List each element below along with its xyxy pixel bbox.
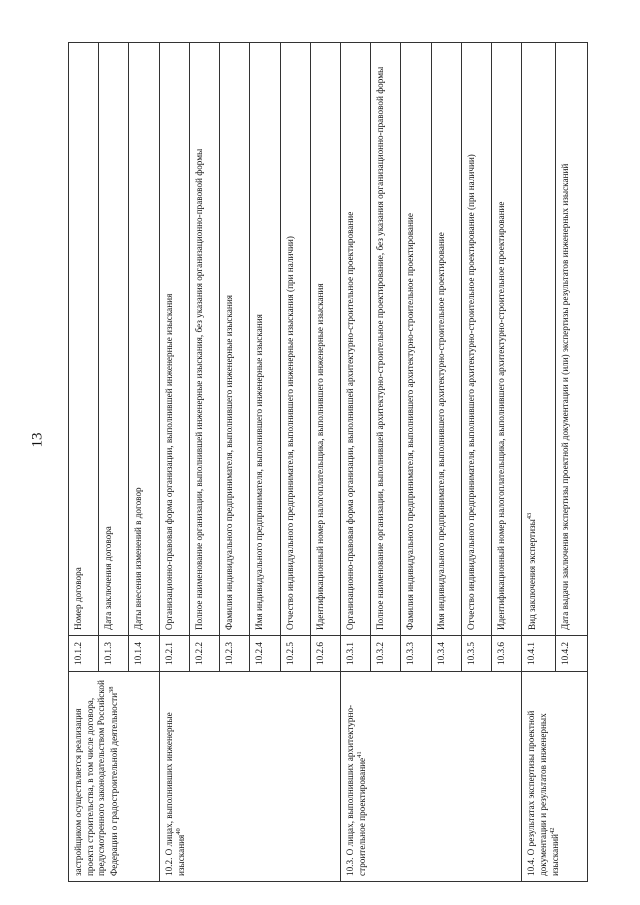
section-cell: [69, 672, 160, 882]
field-label: Фамилия индивидуального предпринимателя, выполнившего инженерные изыскания: [224, 295, 235, 630]
field-label: Организационно-правовая форма организации, выполнившей архитектурно-строительное проектирование: [344, 211, 355, 630]
item-field: [129, 43, 159, 636]
item-field: [250, 43, 280, 636]
item-code: 10.2.4: [250, 636, 280, 672]
item-code: 10.1.3: [99, 636, 129, 672]
field-label: Полное наименование организации, выполнившей архитектурно-строительное проектирование, без указания организационно-правовой формы: [375, 66, 386, 630]
item-field: [159, 43, 189, 636]
section-cell: [522, 672, 588, 882]
item-code: 10.3.4: [431, 636, 461, 672]
field-label: Отчество индивидуального предпринимателя, выполнившего инженерные изыскания (при наличии): [284, 236, 295, 630]
item-code: 10.3.5: [461, 636, 491, 672]
item-field: [99, 43, 129, 636]
field-label: Идентификационный номер налогоплательщика, выполнившего архитектурно-строительное проектирование: [496, 201, 507, 630]
section-cell: [340, 672, 521, 882]
item-code: 10.2.1: [159, 636, 189, 672]
page-number: 13: [29, 432, 46, 448]
field-label: Номер договора: [73, 567, 83, 630]
item-field: [189, 43, 219, 636]
item-code: 10.3.2: [371, 636, 401, 672]
item-field: [280, 43, 310, 636]
field-label: Даты внесения изменений в договор: [133, 487, 144, 630]
item-field: [555, 43, 587, 636]
field-label: Имя индивидуального предпринимателя, выполнившего инженерные изыскания: [254, 314, 265, 630]
item-code: 10.2.3: [220, 636, 250, 672]
item-field: [461, 43, 491, 636]
item-code: 10.4.1: [522, 636, 556, 672]
item-field: [492, 43, 522, 636]
item-field: [340, 43, 370, 636]
field-label: Отчество индивидуального предпринимателя, выполнившего архитектурно-строительное проектирование (при наличии): [465, 154, 476, 630]
footnote-ref: 43: [526, 512, 534, 520]
section-title: застройщиком осуществляется реализация проекта строительства, в том числе договора, предусмотренного законодательством Российской Федерации о градостроительной деятельности: [73, 680, 119, 876]
section-title: 10.4. О результатах экспертизы проектной документации и результатов инженерных изысканий: [526, 710, 561, 876]
section-title: 10.2. О лицах, выполнивших инженерные изыскания: [163, 712, 187, 876]
section-cell: [159, 672, 340, 882]
item-code: 10.3.3: [401, 636, 431, 672]
section-title: 10.3. О лицах, выполнивших архитектурно-строительное проектирование: [344, 704, 368, 876]
table-row: [159, 43, 189, 882]
item-field: [522, 43, 556, 636]
item-field: [310, 43, 340, 636]
field-label: Вид заключения экспертизы: [527, 519, 538, 630]
table-row: [522, 43, 556, 882]
item-code: 10.1.2: [69, 636, 99, 672]
rotated-table-wrapper: [68, 42, 588, 882]
footnote-ref: 41: [356, 751, 364, 758]
field-label: Дата выдачи заключения экспертизы проектной документации и (или) экспертизы результатов инженерных изысканий: [559, 163, 570, 630]
footnote-ref: 38: [107, 686, 115, 693]
item-code: 10.1.4: [129, 636, 159, 672]
item-field: [220, 43, 250, 636]
field-label: Идентификационный номер налогоплательщика, выполнившего инженерные изыскания: [314, 283, 325, 630]
field-label: Дата заключения договора: [103, 526, 114, 630]
item-code: 10.3.1: [340, 636, 370, 672]
item-code: 10.3.6: [492, 636, 522, 672]
table-row: [340, 43, 370, 882]
item-code: 10.2.6: [310, 636, 340, 672]
item-field: [401, 43, 431, 636]
footnote-ref: 42: [549, 827, 557, 835]
table-body: [69, 43, 588, 882]
disclosure-table: [68, 42, 588, 882]
field-label: Полное наименование организации, выполнившей инженерные изыскания, без указания организационно-правовой формы: [193, 148, 204, 630]
field-label: Фамилия индивидуального предпринимателя, выполнившего архитектурно-строительное проектирование: [405, 213, 416, 630]
item-code: 10.4.2: [555, 636, 587, 672]
field-label: Организационно-правовая форма организации, выполнившей инженерные изыскания: [163, 293, 174, 630]
item-field: [431, 43, 461, 636]
item-field: [69, 43, 99, 636]
item-field: [371, 43, 401, 636]
table-row: [69, 43, 99, 882]
footnote-ref: 40: [175, 828, 183, 835]
item-code: 10.2.2: [189, 636, 219, 672]
field-label: Имя индивидуального предпринимателя, выполнившего архитектурно-строительное проектирование: [435, 232, 446, 630]
item-code: 10.2.5: [280, 636, 310, 672]
